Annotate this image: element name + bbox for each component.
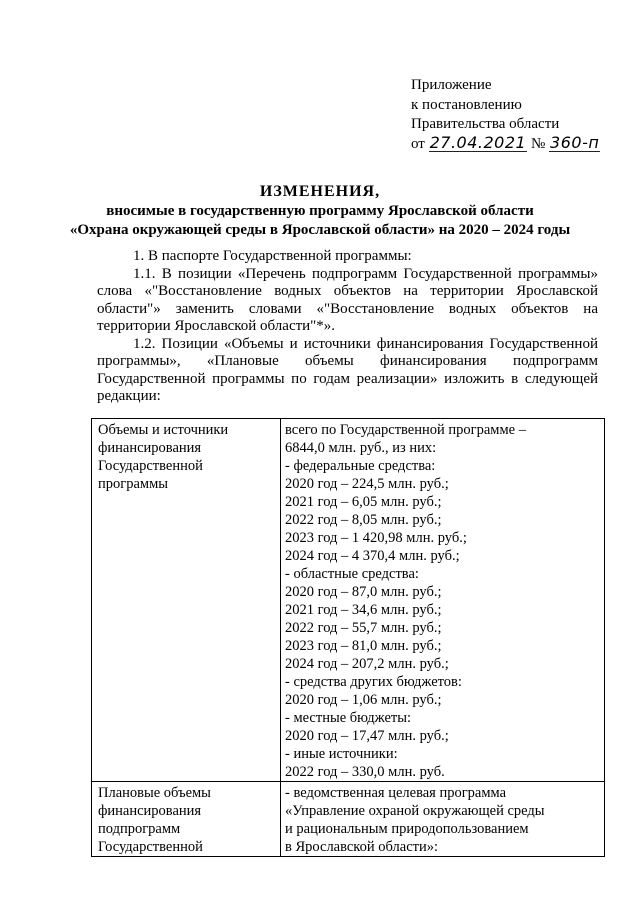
cell-line: «Управление охраной окружающей среды [285,803,545,819]
appendix-line-2: к постановлению [411,96,522,113]
table-cell-value [281,782,605,857]
cell-line: - местные бюджеты: [285,710,411,726]
document-body [97,248,598,406]
cell-line: 2022 год – 55,7 млн. руб.; [285,620,442,636]
cell-line: 2023 год – 81,0 млн. руб.; [285,638,442,654]
handwritten-date: 27.04.2021 [429,132,527,152]
cell-line: Плановые объемы [98,785,211,801]
table-row [92,782,605,857]
cell-line: 2022 год – 330,0 млн. руб. [285,764,445,780]
cell-line: финансирования [98,803,202,819]
cell-line: всего по Государственной программе – [285,422,526,438]
cell-line: программы [98,476,168,492]
table-cell-label [92,419,281,782]
title-subtitle-2: «Охрана окружающей среды в Ярославской области» на 2020 – 2024 годы [69,222,571,238]
paragraph-1: 1. В паспорте Государственной программы: [133,248,412,264]
cell-line: 2022 год – 8,05 млн. руб.; [285,512,442,528]
cell-line: 2021 год – 6,05 млн. руб.; [285,494,442,510]
cell-line: - иные источники: [285,746,398,762]
document-title [0,182,640,240]
appendix-date-line [411,132,600,155]
cell-line: 2020 год – 1,06 млн. руб.; [285,692,442,708]
number-sign: № [530,135,546,152]
cell-line: - ведомственная целевая программа [285,785,507,801]
cell-line: - федеральные средства: [285,458,436,474]
cell-line: и рациональным природопользованием [285,821,529,837]
cell-line: 2020 год – 17,47 млн. руб.; [285,728,449,744]
cell-line: подпрограмм [98,821,181,837]
title-main: ИЗМЕНЕНИЯ, [259,183,381,200]
cell-line: Государственной [98,839,203,855]
paragraph-1-1: 1.1. В позиции «Перечень подпрограмм Государственной программы» слова «"Восстановление водных объектов на территории Ярославской области"» заменить словами «"Восстановление водных объектов на территории Ярославской области"*». [97,265,598,334]
cell-line: в Ярославской области»: [285,839,439,855]
cell-line: - областные средства: [285,566,419,582]
cell-line: финансирования [98,440,202,456]
cell-line: - средства других бюджетов: [285,674,462,690]
date-prefix: от [411,135,425,152]
cell-line: 2024 год – 4 370,4 млн. руб.; [285,548,460,564]
table-cell-label [92,782,281,857]
financing-table [91,418,605,857]
cell-line: 2024 год – 207,2 млн. руб.; [285,656,449,672]
cell-line: 6844,0 млн. руб., из них: [285,440,437,456]
cell-line: Государственной [98,458,203,474]
cell-line: 2020 год – 87,0 млн. руб.; [285,584,442,600]
handwritten-number: 360-п [550,132,600,152]
cell-line: 2020 год – 224,5 млн. руб.; [285,476,449,492]
appendix-line-1: Приложение [411,77,492,93]
appendix-line-3: Правительства области [411,116,560,132]
cell-line: Объемы и источники [98,422,229,438]
cell-line: 2021 год – 34,6 млн. руб.; [285,602,442,618]
table-row [92,419,605,782]
appendix-header [411,76,600,154]
paragraph-1-2: 1.2. Позиции «Объемы и источники финансирования Государственной программы», «Плановые объемы финансирования подпрограмм Государственной программы по годам реализации» изложить в следующей редакции: [97,335,598,404]
title-subtitle-1: вносимые в государственную программу Ярославской области [106,203,534,219]
table-cell-value [281,419,605,782]
cell-line: 2023 год – 1 420,98 млн. руб.; [285,530,467,546]
